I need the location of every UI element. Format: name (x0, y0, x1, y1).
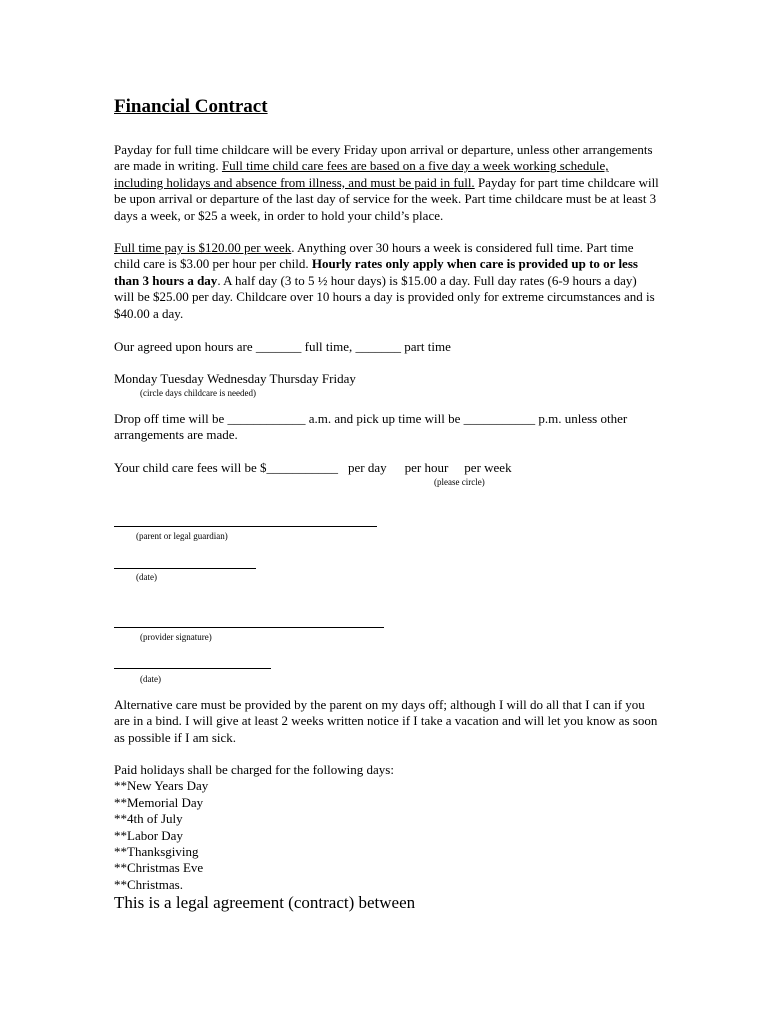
holiday-item: **Thanksgiving (114, 844, 199, 860)
date-label-1: (date) (136, 572, 157, 582)
fees-note: (please circle) (434, 477, 485, 487)
provider-signature-label: (provider signature) (140, 632, 212, 642)
date-line-1 (114, 568, 256, 569)
payday-full-time-text: Payday for full time childcare will be every Friday upon arrival or departure, unless other arrangements are made in writing. (114, 142, 653, 174)
fees-option-per-hour: per hour (404, 460, 449, 475)
page-title: Financial Contract (114, 96, 268, 117)
fees-option-per-day: per day (347, 460, 387, 475)
full-time-fees-text: Full time child care fees are based on a five day a week working schedule, including holidays and absence from illness, and must be paid in full. (114, 158, 609, 190)
alternative-care-paragraph: Alternative care must be provided by the parent on my days off; although I will do all that I can if you are in a bind. I will give at least 2 weeks written notice if I take a vacation and will let you know as soon as possible if I am sick. (114, 697, 658, 745)
holiday-item: **4th of July (114, 811, 183, 827)
full-time-pay-text: Full time pay is $120.00 per week (114, 240, 292, 255)
parent-signature-label: (parent or legal guardian) (136, 531, 228, 541)
fees-line (114, 460, 714, 476)
days-note: (circle days childcare is needed) (140, 388, 256, 398)
legal-agreement-line: This is a legal agreement (contract) between (114, 893, 416, 912)
hourly-rates-note: Hourly rates only apply when care is provided up to or less than 3 hours a day (114, 256, 638, 288)
payday-paragraph (114, 142, 659, 224)
parent-signature-line (114, 526, 377, 527)
fees-prefix: Your child care fees will be $___________ (114, 460, 338, 475)
holidays-intro: Paid holidays shall be charged for the following days: (114, 762, 394, 777)
agreed-hours-line: Our agreed upon hours are _______ full time, _______ part time (114, 339, 451, 354)
holiday-item: **Christmas Eve (114, 860, 204, 876)
dropoff-line: Drop off time will be ____________ a.m. and pick up time will be ___________ p.m. unless other arrangements are made. (114, 411, 628, 443)
date-label-2: (date) (140, 674, 161, 684)
holiday-item: **Labor Day (114, 827, 183, 843)
holiday-item: **New Years Day (114, 778, 209, 794)
holiday-item: **Memorial Day (114, 794, 204, 810)
fees-option-per-week: per week (464, 460, 512, 475)
holiday-item: **Christmas. (114, 876, 183, 892)
part-time-rates-text: . Anything over 30 hours a week is considered full time. Part time child care is $3.00 per hour per child. (114, 240, 634, 272)
provider-signature-line (114, 627, 384, 628)
holidays-section (114, 762, 659, 893)
day-rates-text: . A half day (3 to 5 ½ hour days) is $15.00 a day. Full day rates (6-9 hours a day) will be $25.00 per day. Childcare over 10 hours a day is provided only for extreme circumstances and is $40.00 a day. (114, 272, 655, 321)
days-line: Monday Tuesday Wednesday Thursday Friday (114, 371, 356, 386)
rates-paragraph (114, 240, 659, 322)
payday-part-time-text: Payday for part time childcare will be upon arrival or departure of the last day of service for the week. Part time childcare must be at least 3 days a week, or $25 a week, in order to hold your child’s place. (114, 174, 659, 223)
date-line-2 (114, 668, 271, 669)
